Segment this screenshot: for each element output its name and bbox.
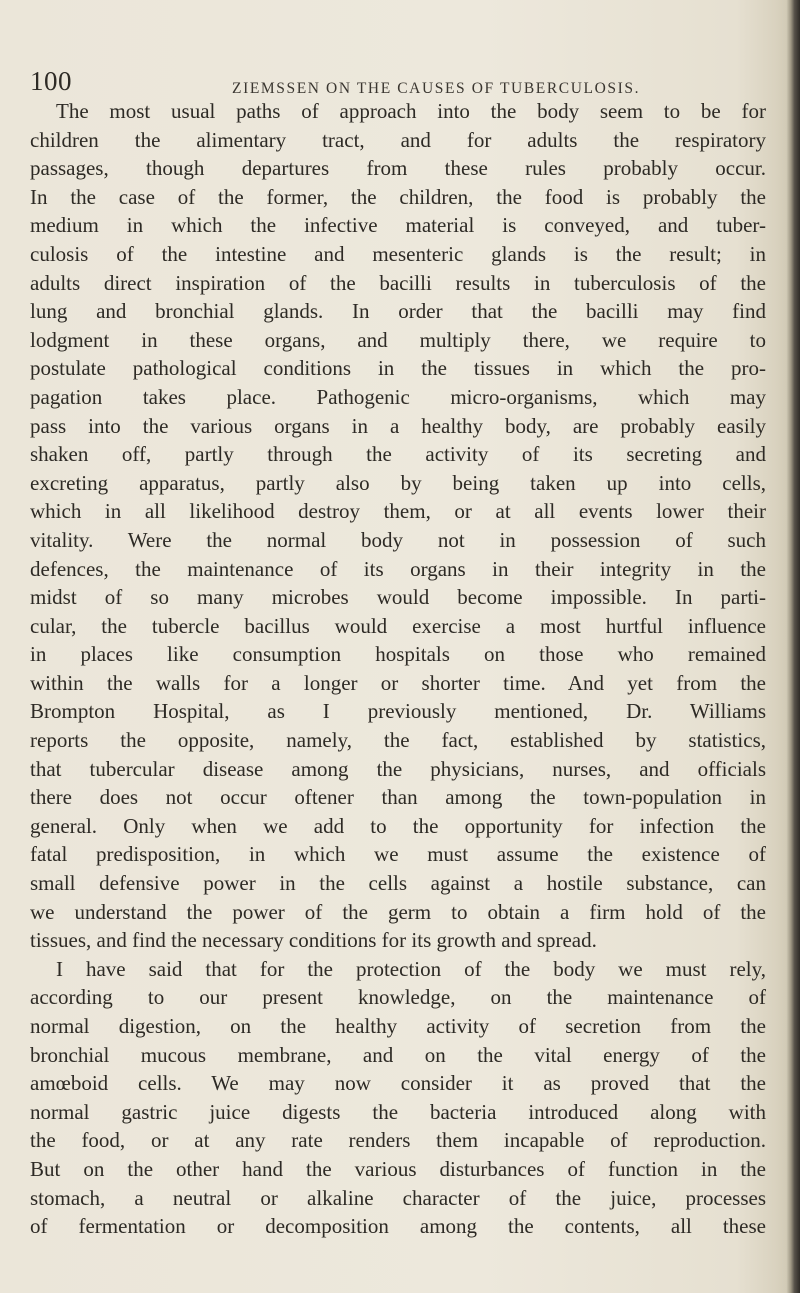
- text-line: normal digestion, on the healthy activity of secretion from the: [30, 1014, 766, 1038]
- text-line: midst of so many microbes would become impossible. In parti-: [30, 585, 766, 610]
- text-line: In the case of the former, the children, the food is probably the: [30, 184, 766, 209]
- text-line: adults direct inspiration of the bacilli results in tuberculosis of the: [30, 270, 766, 295]
- running-title: ZIEMSSEN ON THE CAUSES OF TUBERCULOSIS.: [232, 80, 641, 97]
- text-line: small defensive power in the cells against a hostile substance, can: [30, 871, 766, 896]
- text-line: according to our present knowledge, on the maintenance of: [30, 985, 766, 1010]
- text-line: lodgment in these organs, and multiply there, we require to: [30, 327, 766, 352]
- text-line: children the alimentary tract, and for adults the respiratory: [30, 127, 766, 152]
- text-line: But on the other hand the various disturbances of function in the: [30, 1156, 766, 1181]
- body-text: [30, 97, 766, 1241]
- text-line: fatal predisposition, in which we must assume the existence of: [30, 842, 766, 867]
- text-line: cular, the tubercle bacillus would exercise a most hurtful influence: [30, 613, 766, 638]
- text-line: The most usual paths of approach into the body seem to be for: [56, 99, 766, 123]
- text-line: amœboid cells. We may now consider it as proved that the: [30, 1071, 766, 1096]
- text-line: passages, though departures from these rules probably occur.: [30, 156, 766, 181]
- text-line: the food, or at any rate renders them incapable of reproduction.: [30, 1128, 766, 1153]
- text-line: we understand the power of the germ to obtain a firm hold of the: [30, 899, 766, 924]
- text-line: bronchial mucous membrane, and on the vital energy of the: [30, 1042, 766, 1067]
- text-line: of fermentation or decomposition among the contents, all these: [30, 1214, 766, 1239]
- text-line: lung and bronchial glands. In order that the bacilli may find: [30, 299, 766, 324]
- text-line: pass into the various organs in a healthy body, are probably easily: [30, 413, 766, 438]
- text-line: pagation takes place. Pathogenic micro-organisms, which may: [30, 384, 766, 409]
- text-line: that tubercular disease among the physicians, nurses, and officials: [30, 756, 766, 781]
- text-line: general. Only when we add to the opportunity for infection the: [30, 813, 766, 838]
- text-line: culosis of the intestine and mesenteric glands is the result; in: [30, 241, 766, 266]
- text-line: postulate pathological conditions in the tissues in which the pro-: [30, 356, 766, 381]
- text-line: Brompton Hospital, as I previously mentioned, Dr. Williams: [30, 699, 766, 724]
- text-line: vitality. Were the normal body not in possession of such: [30, 527, 766, 552]
- text-line: within the walls for a longer or shorter time. And yet from the: [30, 670, 766, 695]
- text-line: stomach, a neutral or alkaline character of the juice, processes: [30, 1185, 766, 1210]
- page-number: 100: [30, 66, 72, 96]
- page-binding-edge: [786, 0, 800, 1293]
- text-line: I have said that for the protection of the body we must rely,: [56, 956, 766, 981]
- text-line: normal gastric juice digests the bacteria introduced along with: [30, 1099, 766, 1124]
- text-line: excreting apparatus, partly also by being taken up into cells,: [30, 470, 766, 495]
- text-line: shaken off, partly through the activity of its secreting and: [30, 442, 766, 467]
- text-line: there does not occur oftener than among the town-population in: [30, 785, 766, 810]
- text-line: in places like consumption hospitals on those who remained: [30, 642, 766, 667]
- text-line: defences, the maintenance of its organs in their integrity in the: [30, 556, 766, 581]
- text-line: tissues, and find the necessary conditions for its growth and spread.: [30, 928, 597, 953]
- text-line: medium in which the infective material is conveyed, and tuber-: [30, 213, 766, 238]
- text-line: reports the opposite, namely, the fact, established by statistics,: [30, 728, 766, 753]
- text-line: which in all likelihood destroy them, or at all events lower their: [30, 499, 766, 524]
